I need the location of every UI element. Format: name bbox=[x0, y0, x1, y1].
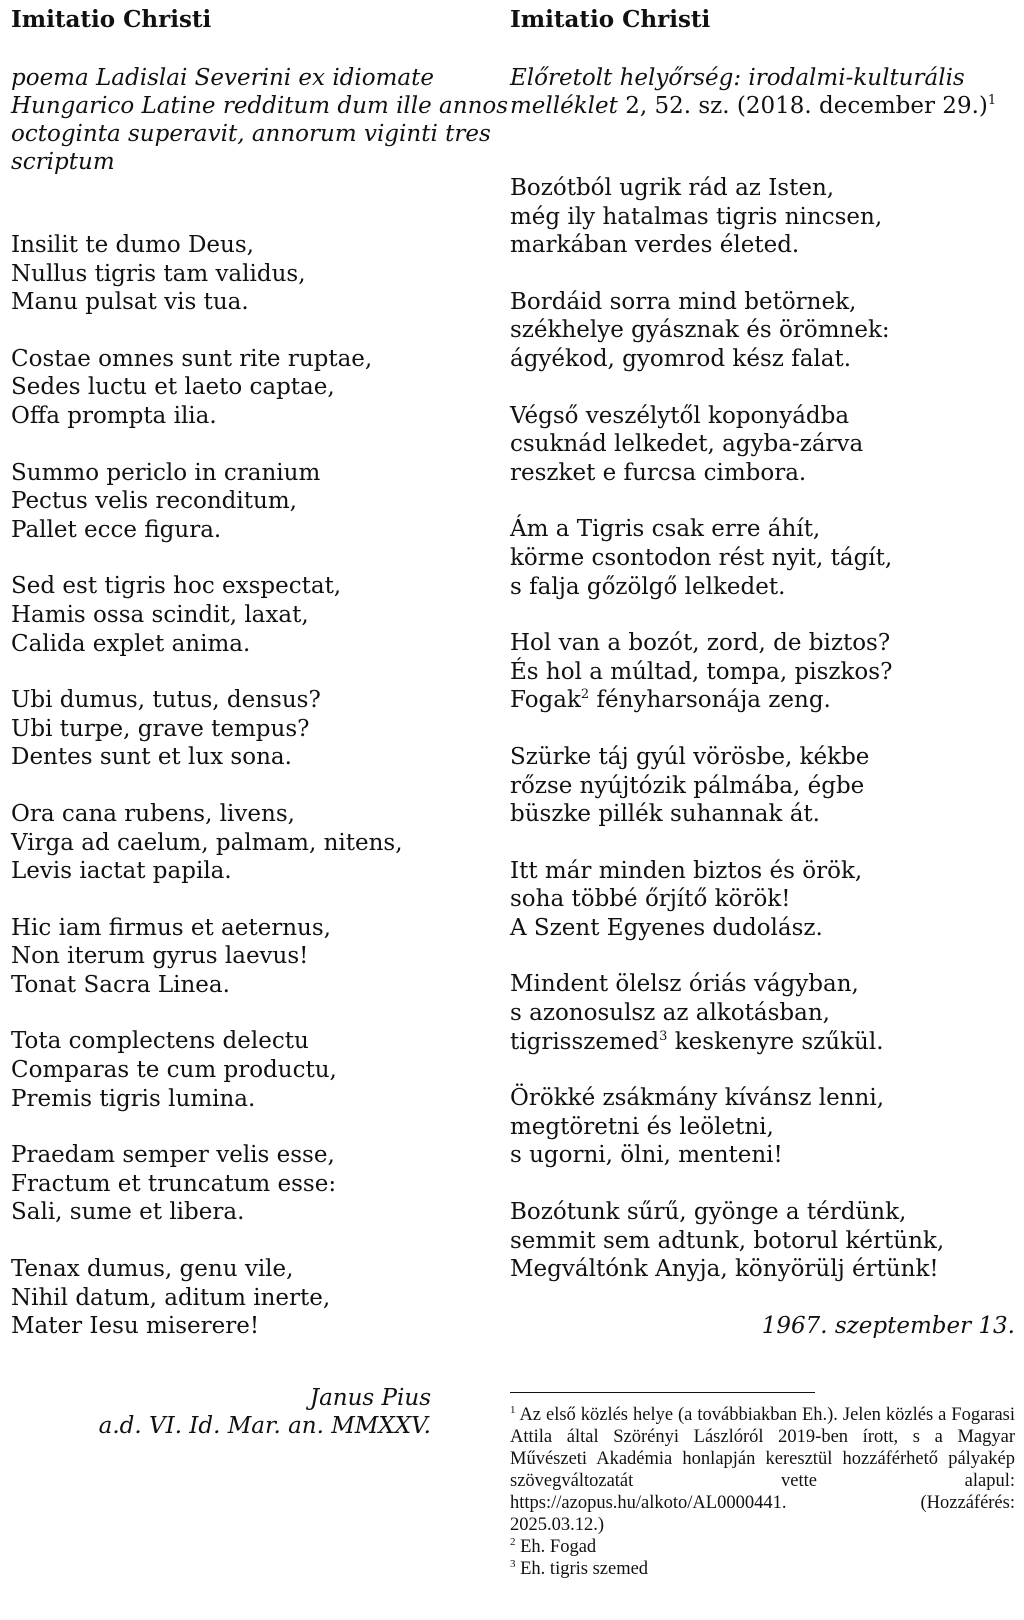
hungarian-stanza bbox=[510, 629, 944, 715]
poem-line: Ora cana rubens, livens, bbox=[11, 800, 295, 827]
hungarian-stanza bbox=[510, 515, 944, 601]
footnote-ref-2[interactable]: 2 bbox=[580, 687, 590, 703]
poem-line: Örökké zsákmány kívánsz lenni, bbox=[510, 1085, 885, 1112]
latin-stanza bbox=[11, 1027, 403, 1113]
poem-line: megtöretni és leöletni, bbox=[510, 1113, 774, 1140]
latin-subtitle-line: scriptum bbox=[11, 149, 115, 175]
poem-line: semmit sem adtunk, botorul kértünk, bbox=[510, 1227, 945, 1254]
poem-line: Ám a Tigris csak erre áhít, bbox=[510, 516, 821, 543]
hungarian-subtitle-line bbox=[510, 92, 996, 120]
poem-line: Sed est tigris hoc exspectat, bbox=[11, 573, 342, 600]
signature-date: a.d. VI. Id. Mar. an. MMXXV. bbox=[98, 1413, 431, 1439]
word-fogak: Fogak bbox=[510, 687, 581, 714]
poem-line: Insilit te dumo Deus, bbox=[11, 232, 254, 258]
latin-subtitle-line: octoginta superavit, annorum viginti tres bbox=[11, 121, 491, 147]
poem-line: soha többé őrjítő körök! bbox=[510, 886, 791, 913]
poem-line: Praedam semper velis esse, bbox=[11, 1142, 335, 1169]
poem-line: Mater Iesu miserere! bbox=[11, 1313, 260, 1340]
poem-line: s ugorni, ölni, menteni! bbox=[510, 1142, 783, 1169]
poem-line: Premis tigris lumina. bbox=[11, 1085, 256, 1112]
poem-line bbox=[510, 1028, 944, 1057]
poem-line: ágyékod, gyomrod kész falat. bbox=[510, 345, 852, 372]
poem-line: Nihil datum, aditum inerte, bbox=[11, 1284, 331, 1311]
poem-line: Costae omnes sunt rite ruptae, bbox=[11, 345, 373, 372]
poem-line: Levis iactat papila. bbox=[11, 858, 232, 885]
poem-line: Megváltónk Anyja, könyörülj értünk! bbox=[510, 1256, 939, 1283]
poem-line: Ubi turpe, grave tempus? bbox=[11, 715, 310, 742]
latin-stanza bbox=[11, 572, 403, 658]
poem-line: Bordáid sorra mind betörnek, bbox=[510, 288, 857, 315]
line-rest: fényharsonája zeng. bbox=[589, 687, 831, 714]
latin-title: Imitatio Christi bbox=[11, 6, 212, 33]
poem-line: És hol a múltad, tompa, piszkos? bbox=[510, 658, 893, 685]
poem-date: 1967. szeptember 13. bbox=[761, 1313, 1015, 1339]
poem-line: Summo periclo in cranium bbox=[11, 459, 321, 486]
latin-stanza bbox=[11, 459, 403, 545]
poem-line: Itt már minden biztos és örök, bbox=[510, 857, 863, 884]
poem-line: Comparas te cum productu, bbox=[11, 1057, 337, 1084]
hungarian-stanza bbox=[510, 970, 944, 1056]
poem-line: reszket e furcsa cimbora. bbox=[510, 459, 807, 486]
poem-line: markában verdes életed. bbox=[510, 232, 800, 259]
poem-line: csuknád lelkedet, agyba-zárva bbox=[510, 431, 864, 458]
poem-line: Szürke táj gyúl vörösbe, kékbe bbox=[510, 743, 870, 770]
poem-line: Pallet ecce figura. bbox=[11, 516, 222, 543]
footnote-number: 3 bbox=[510, 1558, 516, 1570]
hungarian-stanza bbox=[510, 1198, 944, 1284]
footnote-access-date: 2025.03.12.) bbox=[510, 1515, 605, 1535]
footnote-text: Az első közlés helye (a továbbiakban Eh.). Jelen közlés a Fogarasi Attila által Szörényi Lászlóról 2019-ben írott, s a Magyar Művészeti Akadémia honlapján keresztül hozzáférhető pályakép szövegváltozatát vette alapul: bbox=[510, 1405, 1015, 1491]
poem-line: Mindent ölelsz óriás vágyban, bbox=[510, 971, 859, 998]
poem-line: Nullus tigris tam validus, bbox=[11, 260, 306, 287]
footnote-url-link[interactable]: https://azopus.hu/alkoto/AL0000441. bbox=[510, 1493, 787, 1513]
hungarian-stanza bbox=[510, 1084, 944, 1170]
poem-line: Sali, sume et libera. bbox=[11, 1199, 245, 1226]
poem-line: Dentes sunt et lux sona. bbox=[11, 744, 292, 771]
poem-line: Manu pulsat vis tua. bbox=[11, 289, 249, 316]
poem-line: Offa prompta ilia. bbox=[11, 402, 217, 429]
poem-line: Non iterum gyrus laevus! bbox=[11, 943, 309, 970]
hungarian-poem bbox=[510, 174, 944, 1312]
hungarian-stanza bbox=[510, 857, 944, 943]
hungarian-subtitle bbox=[510, 64, 996, 120]
poem-line: Tota complectens delectu bbox=[11, 1028, 309, 1055]
footnote-access: (Hozzáférés: bbox=[920, 1493, 1015, 1513]
poem-line: még ily hatalmas tigris nincsen, bbox=[510, 203, 883, 230]
poem-line: A Szent Egyenes dudolász. bbox=[510, 914, 823, 941]
poem-line: Bozótunk sűrű, gyönge a térdünk, bbox=[510, 1199, 907, 1226]
latin-stanza bbox=[11, 345, 403, 431]
footnote-ref-3[interactable]: 3 bbox=[659, 1028, 668, 1044]
footnote-ref-1[interactable]: 1 bbox=[987, 93, 997, 108]
latin-stanza bbox=[11, 1141, 403, 1227]
poem-line: körme csontodon rést nyit, tágít, bbox=[510, 544, 893, 571]
poem-line: Pectus velis reconditum, bbox=[11, 488, 297, 515]
footnotes bbox=[510, 1404, 1015, 1580]
footnote-1-url-row bbox=[510, 1492, 1015, 1514]
latin-signature bbox=[11, 1384, 431, 1440]
latin-stanza bbox=[11, 231, 403, 317]
latin-subtitle-line: poema Ladislai Severini ex idiomate bbox=[11, 65, 434, 91]
poem-line bbox=[510, 686, 944, 715]
footnote-divider bbox=[510, 1392, 815, 1393]
poem-line: székhelye gyásznak és örömnek: bbox=[510, 317, 890, 344]
poem-line: s azonosulsz az alkotásban, bbox=[510, 1000, 830, 1027]
hungarian-stanza bbox=[510, 743, 944, 829]
hungarian-stanza bbox=[510, 288, 944, 374]
latin-stanza bbox=[11, 914, 403, 1000]
latin-subtitle-line: Hungarico Latine redditum dum ille annos bbox=[11, 93, 509, 119]
poem-line: Hamis ossa scindit, laxat, bbox=[11, 601, 309, 628]
hungarian-stanza bbox=[510, 402, 944, 488]
poem-line: Tonat Sacra Linea. bbox=[11, 971, 230, 998]
poem-line: Ubi dumus, tutus, densus? bbox=[11, 687, 321, 714]
footnote-text: Eh. tigris szemed bbox=[515, 1559, 649, 1579]
latin-stanza bbox=[11, 686, 403, 772]
hungarian-subtitle-line: Előretolt helyőrség: irodalmi-kulturális bbox=[510, 65, 965, 91]
poem-line: büszke pillék suhannak át. bbox=[510, 801, 820, 828]
poem-line: s falja gőzölgő lelkedet. bbox=[510, 573, 786, 600]
signature-name: Janus Pius bbox=[309, 1385, 431, 1411]
poem-line: Virga ad caelum, palmam, nitens, bbox=[11, 829, 403, 856]
latin-subtitle bbox=[11, 64, 508, 176]
poem-line: Calida explet anima. bbox=[11, 630, 251, 657]
footnote-1 bbox=[510, 1404, 1015, 1492]
line-rest: keskenyre szűkül. bbox=[667, 1028, 884, 1055]
footnote-3 bbox=[510, 1558, 1015, 1580]
poem-line: Hic iam firmus et aeternus, bbox=[11, 914, 331, 941]
hungarian-title: Imitatio Christi bbox=[510, 6, 711, 33]
poem-line: Fractum et truncatum esse: bbox=[11, 1170, 337, 1197]
latin-poem bbox=[11, 231, 403, 1369]
poem-line: Hol van a bozót, zord, de biztos? bbox=[510, 630, 891, 657]
subtitle-italic-part: melléklet bbox=[510, 93, 618, 119]
poem-line: Tenax dumus, genu vile, bbox=[11, 1256, 294, 1283]
latin-stanza bbox=[11, 1255, 403, 1341]
footnote-2 bbox=[510, 1536, 1015, 1558]
poem-line: rőzse nyújtózik pálmába, égbe bbox=[510, 772, 865, 799]
hungarian-stanza bbox=[510, 174, 944, 260]
footnote-number: 2 bbox=[510, 1536, 516, 1548]
poem-line: Sedes luctu et laeto captae, bbox=[11, 374, 335, 401]
poem-line: Bozótból ugrik rád az Isten, bbox=[510, 175, 835, 201]
latin-stanza bbox=[11, 800, 403, 886]
footnote-number: 1 bbox=[510, 1404, 516, 1416]
word-tigrisszemed: tigrisszemed bbox=[510, 1028, 660, 1055]
poem-line: Végső veszélytől koponyádba bbox=[510, 402, 850, 429]
footnote-text: Eh. Fogad bbox=[515, 1537, 597, 1557]
subtitle-upright-part: 2, 52. sz. (2018. december 29.) bbox=[617, 93, 988, 119]
